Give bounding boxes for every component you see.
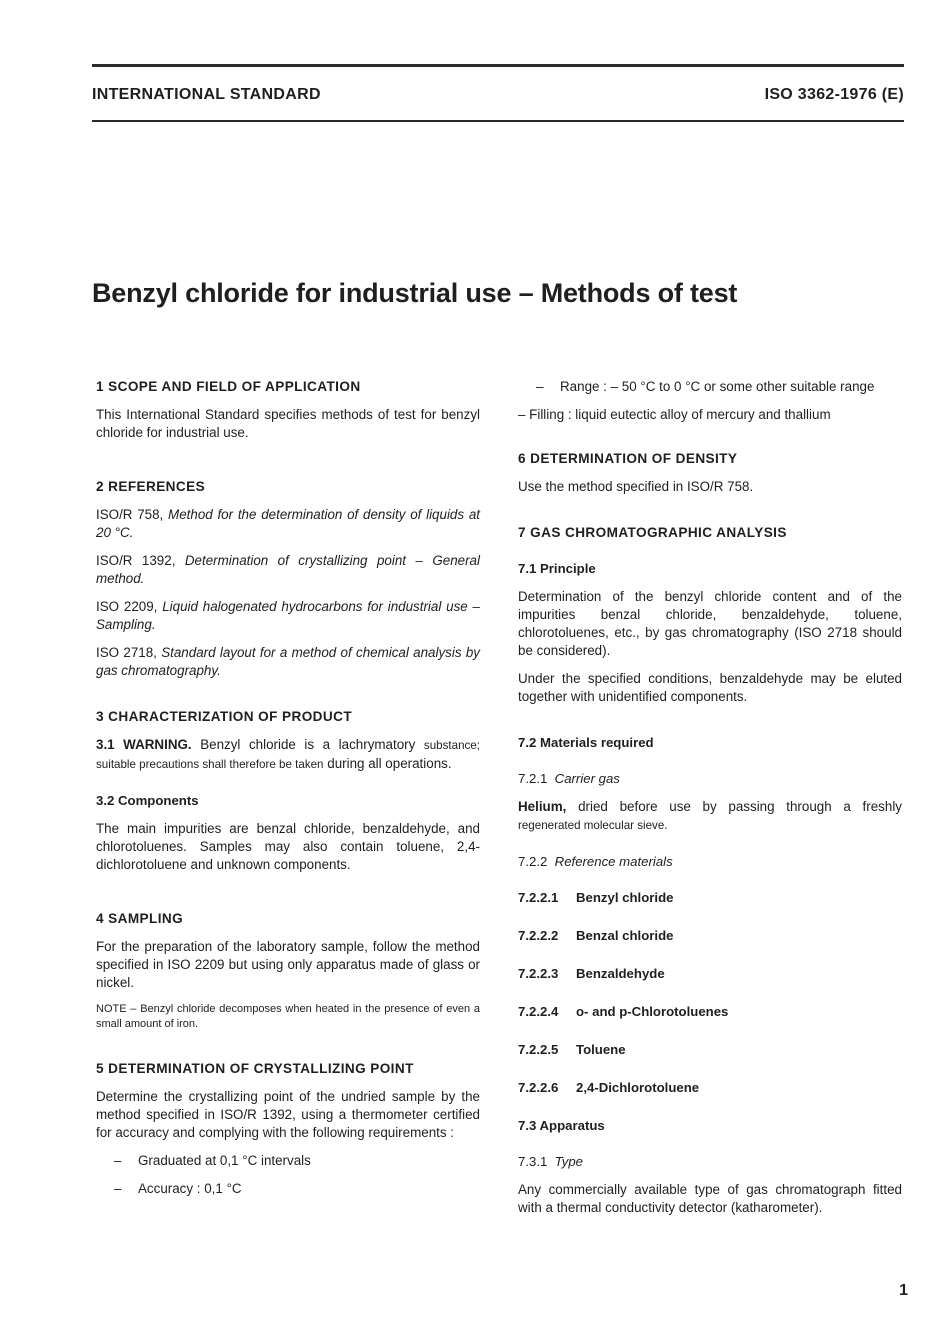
- document-title: Benzyl chloride for industrial use – Methods of test: [92, 278, 738, 308]
- section-7-heading: 7 GAS CHROMATOGRAPHIC ANALYSIS: [518, 525, 787, 540]
- section-3-2-text: The main impurities are benzal chloride, benzaldehyde, and chlorotoluenes. Samples may also contain toluene, 2,4-dichlorotoluene and unknown components.: [96, 821, 480, 872]
- section-7-1-heading: 7.1 Principle: [518, 561, 596, 576]
- requirement-item: – Filling : liquid eutectic alloy of mercury and thallium: [518, 406, 902, 424]
- section-7-2-1-heading: 7.2.1 Carrier gas: [518, 771, 620, 786]
- section-6-heading: 6 DETERMINATION OF DENSITY: [518, 451, 738, 466]
- section-3-heading: 3 CHARACTERIZATION OF PRODUCT: [96, 709, 353, 724]
- standard-label: INTERNATIONAL STANDARD: [92, 86, 321, 103]
- section-5-heading: 5 DETERMINATION OF CRYSTALLIZING POINT: [96, 1061, 414, 1076]
- requirement-item: – Range : – 50 °C to 0 °C or some other suitable range: [518, 378, 902, 396]
- header-rule-bottom: [92, 120, 904, 122]
- page-number: 1: [899, 1282, 908, 1299]
- standard-number: ISO 3362-1976 (E): [764, 86, 904, 103]
- reference-item: ISO 2209, Liquid halogenated hydrocarbons for industrial use – Sampling.: [96, 599, 480, 632]
- section-5-text: Determine the crystallizing point of the undried sample by the method specified in ISO/R 1392, using a thermometer certified for accuracy and complying with the following requirements :: [96, 1089, 480, 1140]
- section-7-1-text-2: Under the specified conditions, benzaldehyde may be eluted together with unidentified components.: [518, 671, 902, 704]
- reference-item: ISO 2718, Standard layout for a method of chemical analysis by gas chromatography.: [96, 645, 480, 678]
- section-7-2-heading: 7.2 Materials required: [518, 735, 654, 750]
- left-column: [96, 378, 480, 1208]
- reference-item: ISO/R 1392, Determination of crystallizing point – General method.: [96, 553, 480, 586]
- material-item: 7.2.2.1 Benzyl chloride: [518, 890, 674, 905]
- reference-item: ISO/R 758, Method for the determination of density of liquids at 20 °C.: [96, 507, 480, 540]
- requirement-item: – Graduated at 0,1 °C intervals: [96, 1152, 480, 1170]
- section-7-3-1-text: Any commercially available type of gas chromatograph fitted with a thermal conductivity detector (katharometer).: [518, 1182, 902, 1215]
- requirement-item: – Accuracy : 0,1 °C: [96, 1180, 480, 1198]
- right-column: [518, 378, 902, 1227]
- section-4-heading: 4 SAMPLING: [96, 911, 184, 926]
- section-4-text: For the preparation of the laboratory sample, follow the method specified in ISO 2209 but using only apparatus made of glass or nickel.: [96, 939, 480, 990]
- section-7-2-2-heading: 7.2.2 Reference materials: [518, 854, 673, 869]
- section-3-1-text: 3.1 WARNING. Benzyl chloride is a lachrymatory substance; suitable precautions shall therefore be taken during all operations.: [96, 737, 480, 771]
- material-item: 7.2.2.4 o- and p-Chlorotoluenes: [518, 1004, 729, 1019]
- section-4-note: NOTE – Benzyl chloride decomposes when heated in the presence of even a small amount of iron.: [96, 1003, 480, 1030]
- section-7-1-text: Determination of the benzyl chloride content and of the impurities benzal chloride, benzaldehyde, toluene, chlorotoluenes, etc., by gas chromatography (ISO 2718 should be considered).: [518, 589, 902, 658]
- material-item: 7.2.2.5 Toluene: [518, 1042, 626, 1057]
- section-1-text: This International Standard specifies methods of test for benzyl chloride for industrial use.: [96, 407, 480, 440]
- section-3-2-heading: 3.2 Components: [96, 793, 199, 808]
- section-6-text: Use the method specified in ISO/R 758.: [518, 479, 754, 494]
- material-item: 7.2.2.2 Benzal chloride: [518, 928, 674, 943]
- section-7-3-1-heading: 7.3.1 Type: [518, 1154, 584, 1169]
- section-2-heading: 2 REFERENCES: [96, 479, 206, 494]
- section-7-3-heading: 7.3 Apparatus: [518, 1118, 605, 1133]
- material-item: 7.2.2.6 2,4-Dichlorotoluene: [518, 1080, 700, 1095]
- header-rule-top: [92, 64, 904, 67]
- section-7-2-1-text: Helium, dried before use by passing through a freshly regenerated molecular sieve.: [518, 799, 902, 832]
- section-1-heading: 1 SCOPE AND FIELD OF APPLICATION: [96, 379, 361, 394]
- material-item: 7.2.2.3 Benzaldehyde: [518, 966, 665, 981]
